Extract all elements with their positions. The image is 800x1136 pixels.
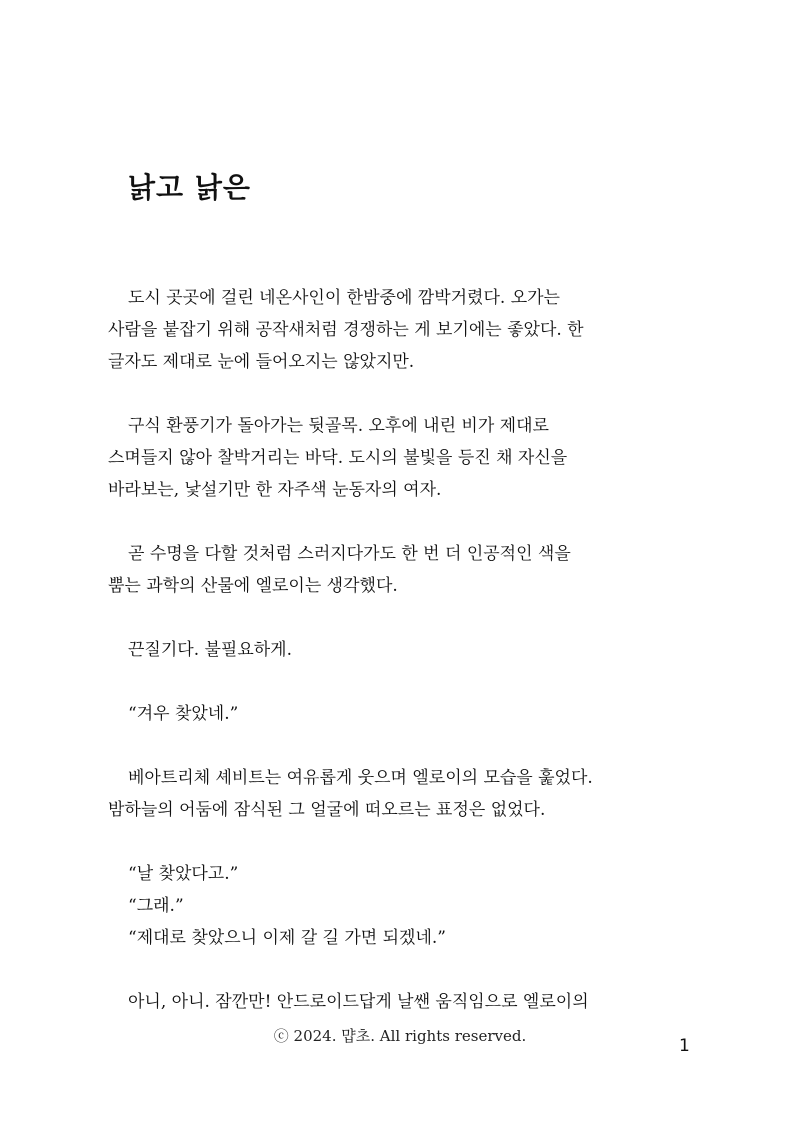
text-line: 사람을 붙잡기 위해 공작새처럼 경쟁하는 게 보기에는 좋았다. 한 [108,320,584,340]
dialogue-paragraph [108,698,688,730]
text-line: 구식 환풍기가 돌아가는 뒷골목. 오후에 내린 비가 제대로 [128,416,549,436]
paragraph [108,762,688,826]
body-text [108,282,688,1050]
text-line: 스며들지 않아 찰박거리는 바닥. 도시의 불빛을 등진 채 자신을 [108,448,568,468]
text-line: 바라보는, 낯설기만 한 자주색 눈동자의 여자. [108,480,442,500]
text-line: 아니, 아니. 잠깐만! 안드로이드답게 날쌘 움직임으로 엘로이의 [128,992,589,1012]
text-line: 끈질기다. 불필요하게. [128,640,293,660]
paragraph [108,538,688,602]
text-line: 뿜는 과학의 산물에 엘로이는 생각했다. [108,576,398,596]
dialogue-line: “그래.” [128,896,184,916]
page-number: 1 [679,1036,690,1056]
paragraph [108,986,688,1018]
dialogue-line: “겨우 찾았네.” [128,704,239,724]
paragraph [108,410,688,506]
dialogue-paragraph [108,858,688,954]
text-line: 베아트리체 셰비트는 여유롭게 웃으며 엘로이의 모습을 훑었다. [128,768,593,788]
text-line: 곧 수명을 다할 것처럼 스러지다가도 한 번 더 인공적인 색을 [128,544,571,564]
text-line: 도시 곳곳에 걸린 네온사인이 한밤중에 깜박거렸다. 오가는 [128,288,560,308]
chapter-title: 낡고 낡은 [128,171,251,204]
dialogue-line: “날 찾았다고.” [128,864,239,884]
dialogue-line: “제대로 찾았으니 이제 갈 길 가면 되겠네.” [128,928,446,948]
paragraph [108,634,688,666]
text-line: 글자도 제대로 눈에 들어오지는 않았지만. [108,352,415,372]
copyright-footer: ⓒ 2024. 먑초. All rights reserved. [273,1027,527,1045]
text-line: 밤하늘의 어둠에 잠식된 그 얼굴에 떠오르는 표정은 없었다. [108,800,546,820]
paragraph [108,282,688,378]
